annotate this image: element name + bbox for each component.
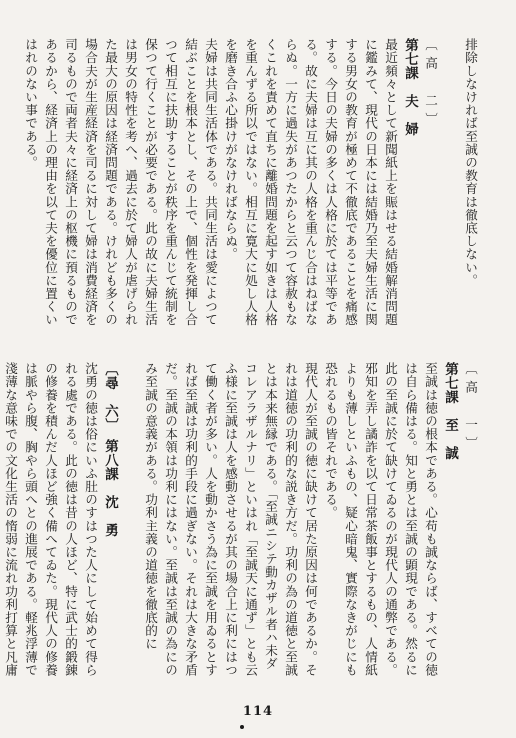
paragraph: 沈勇の徳は俗にいふ肚のすはつた人にして始めて得られる處である。此の徳は昔の人ほど、特に武士的鍛錬の修養を積んだ人ほど強く備へてゐた。現代人の修養は脈やら腹、胸やら頭へとの進展である。軽兆浮薄で淺薄な意味での文化生活の惰弱に流れ功利打算と凡庸 — [3, 362, 98, 677]
column-gap — [120, 362, 140, 680]
column-gap — [0, 38, 20, 338]
grade-label: 〔高 一〕 — [463, 362, 478, 455]
dot-mark — [240, 725, 244, 729]
column-gap — [440, 38, 460, 338]
paragraph: 最近頻々として新聞紙上を賑はせる結婚解消問題に鑑みて、現代の日本には結婚乃至夫婦生活に関する男女の教育が極めて不徹底であることを痛感する。今日の夫婦の多くは人格に於ては平等である。故に夫婦は互に其の人格を重んじ合はねばならぬ。一方に過失があつたからと云つて容赦もなくこれを責めて直ちに離婚問題を起す如きは人格を重んずる所以ではない。相互に寛大に処し人格を磨き合ふ心掛けがなければならぬ。 — [223, 38, 398, 327]
upper-text-block — [23, 38, 480, 338]
paragraph: 至誠は徳の根本である。心苟も誠ならば、すべての徳は自ら備はる。知と勇とは至誠の顕現である。然るに此の至誠に於て缺けてゐるのが現代人の通弊である。邪知を弄し譎詐を以て日常茶飯事とするもの、人情紙よりも薄しといふもの、疑心暗鬼、實際なきがじにも恐れるもの皆それである。 — [323, 362, 438, 677]
lesson-heading: 〔尋 六〕 第八課 沈 勇 — [102, 362, 118, 538]
grade-label: 〔高 二〕 — [423, 38, 438, 131]
paragraph: 夫婦は共同生活体である。共同生活は愛によつて結ぶことを根本とし、その上で、個性を発揮し合つて相互に扶助することが秩序を重んじて統制を保つて行くことが必要である。此の故に夫婦生活は男女の特性を考へ、過去に於て婦人が虐げられた最大の原因は経済問題である。けれども多くの場合夫が生産経済を司るに対して婦は消費経済を司るもので両者夫々に経済上の枢機に預るものであるから、経済上の理由を以て夫を優位に置くいはれのない事である。 — [23, 38, 218, 327]
page-number: 114 — [242, 704, 274, 719]
lesson-heading: 第七課 至 誠 — [442, 362, 458, 460]
lower-text-block — [3, 362, 480, 680]
paragraph: 排除しなければ至誠の教育は徹底しない。 — [463, 38, 478, 287]
lesson-heading: 第七課 夫 婦 — [402, 38, 418, 136]
paragraph: 現代人が至誠の徳に缺けて居た原因は何であるか。それは道徳の功利的な説き方だ。功利の為の道徳と至誠とは本来無縁である。「至誠ニシテ動カザル者ハ未ダコレアラザルナリ」といはれ「至誠天に通ず」とも云ふ様に至誠は人を感動させるが其の場合上に利にはつて働く者が多い。人を動かさう為に至誠を用ゐるとすれば至誠は功利的手段に過ぎない。それは大きな矛盾だ。至誠の本領は功利にはない。至誠は至誠の為にのみ至誠の意義がある。功利主義の道徳を徹底的に — [143, 362, 318, 677]
